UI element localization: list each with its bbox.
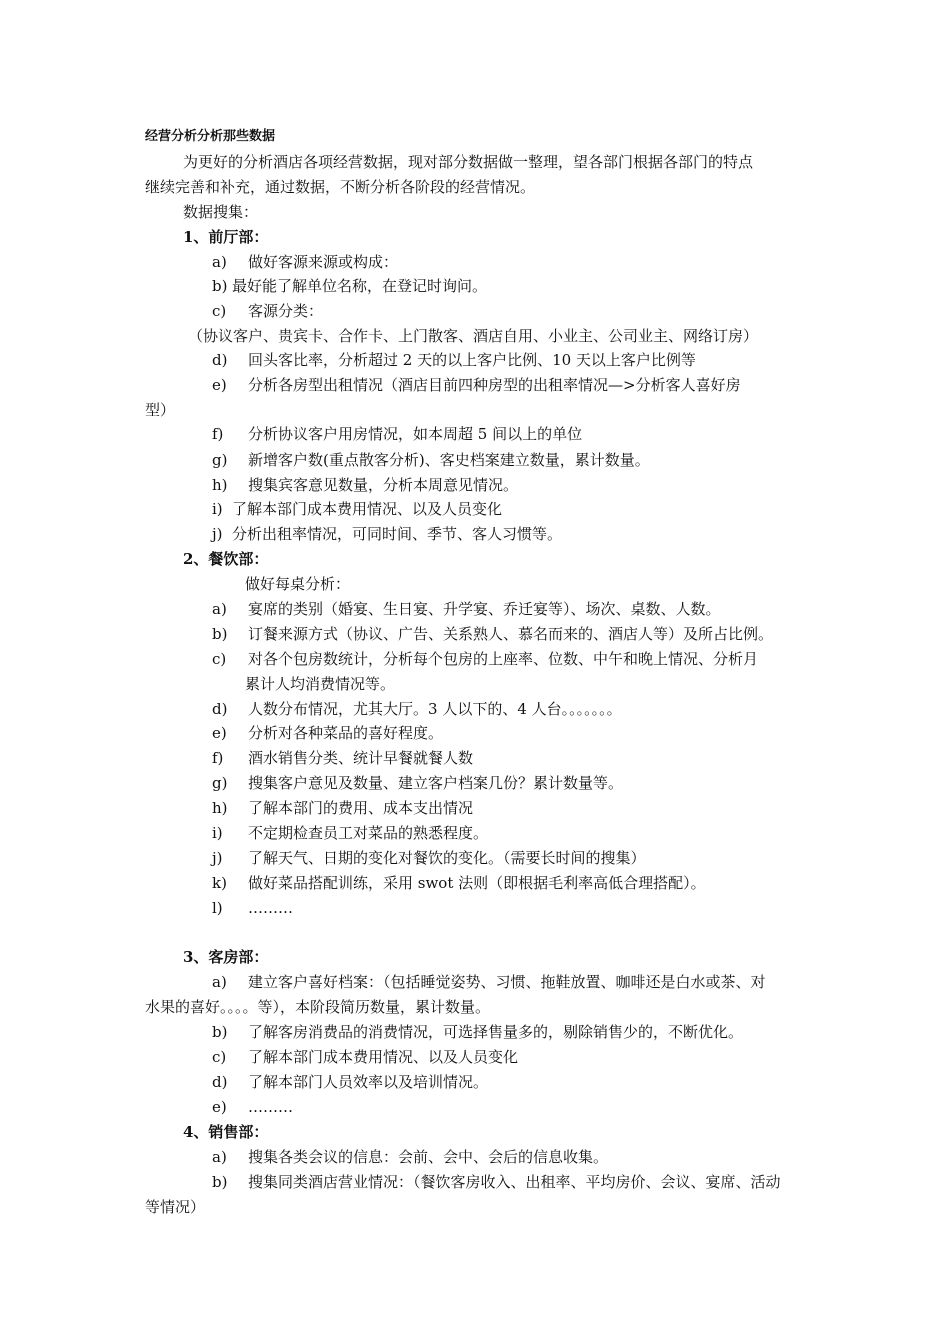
list-item: a) 宴席的类别（婚宴、生日宴、升学宴、乔迁宴等）、场次、桌数、人数。 — [212, 600, 721, 618]
list-item: e) 分析各房型出租情况（酒店目前四种房型的出租率情况—>分析客人喜好房 — [212, 376, 741, 394]
list-item: i) 了解本部门成本费用情况、以及人员变化 — [212, 500, 503, 518]
source-categories: （协议客户、贵宾卡、合作卡、上门散客、酒店自用、小业主、公司业主、网络订房） — [188, 327, 759, 345]
list-item: g) 搜集客户意见及数量、建立客户档案几份？累计数量等。 — [212, 774, 624, 792]
list-item: d) 回头客比率，分析超过 2 天的以上客户比例、10 天以上客户比例等 — [212, 351, 696, 369]
list-item: h) 搜集宾客意见数量，分析本周意见情况。 — [212, 476, 519, 494]
subheading: 做好每桌分析： — [245, 575, 351, 593]
list-item: e) 分析对各种菜品的喜好程度。 — [212, 724, 444, 742]
list-item: b) 最好能了解单位名称，在登记时询问。 — [212, 277, 488, 295]
list-item: c) 客源分类： — [212, 302, 324, 320]
list-item: a) 做好客源来源或构成： — [212, 253, 399, 271]
collect-label: 数据搜集： — [183, 203, 259, 221]
list-item: f) 分析协议客户用房情况，如本周超 5 间以上的单位 — [212, 425, 583, 443]
list-item: l) ……… — [212, 899, 293, 917]
intro-line-1: 为更好的分析酒店各项经营数据，现对部分数据做一整理，望各部门根据各部门的特点 — [183, 153, 754, 171]
section-heading-front-desk: 1、前厅部： — [183, 228, 269, 246]
list-item: b) 了解客房消费品的消费情况，可选择售量多的，剔除销售少的，不断优化。 — [212, 1023, 744, 1041]
section-heading-sales: 4、销售部： — [183, 1123, 269, 1141]
list-item-continuation: 型） — [145, 401, 176, 419]
list-item: d) 了解本部门人员效率以及培训情况。 — [212, 1073, 489, 1091]
list-item: i) 不定期检查员工对菜品的熟悉程度。 — [212, 824, 489, 842]
list-item: j) 了解天气、日期的变化对餐饮的变化。（需要长时间的搜集） — [212, 849, 646, 867]
section-heading-catering: 2、餐饮部： — [183, 550, 269, 568]
intro-line-2: 继续完善和补充，通过数据，不断分析各阶段的经营情况。 — [145, 178, 536, 196]
list-item: c) 对各个包房数统计，分析每个包房的上座率、位数、中午和晚上情况、分析月 — [212, 650, 759, 668]
list-item-continuation: 水果的喜好。。。。等），本阶段简历数量，累计数量。 — [145, 998, 491, 1016]
list-item: j) 分析出租率情况，可同时间、季节、客人习惯等。 — [212, 525, 563, 543]
list-item: b) 搜集同类酒店营业情况：（餐饮客房收入、出租率、平均房价、会议、宴席、活动 — [212, 1173, 781, 1191]
list-item: e) ……… — [212, 1098, 293, 1116]
list-item: a) 搜集各类会议的信息：会前、会中、会后的信息收集。 — [212, 1148, 609, 1166]
list-item: a) 建立客户喜好档案：（包括睡觉姿势、习惯、拖鞋放置、咖啡还是白水或茶、对 — [212, 973, 766, 991]
list-item: k) 做好菜品搭配训练，采用 swot 法则（即根据毛利率高低合理搭配）。 — [212, 874, 706, 892]
list-item: f) 酒水销售分类、统计早餐就餐人数 — [212, 749, 474, 767]
doc-title: 经营分析分析那些数据 — [145, 129, 276, 144]
list-item-continuation: 累计人均消费情况等。 — [245, 675, 396, 693]
list-item: b) 订餐来源方式（协议、广告、关系熟人、慕名而来的、酒店人等）及所占比例。 — [212, 625, 774, 643]
list-item: d) 人数分布情况，尤其大厅。3 人以下的、4 人台。。。。。。。 — [212, 700, 622, 718]
list-item: h) 了解本部门的费用、成本支出情况 — [212, 799, 474, 817]
list-item-continuation: 等情况） — [145, 1198, 206, 1216]
list-item: g) 新增客户数(重点散客分析)、客史档案建立数量，累计数量。 — [212, 451, 650, 469]
list-item: c) 了解本部门成本费用情况、以及人员变化 — [212, 1048, 519, 1066]
section-heading-housekeeping: 3、客房部： — [183, 948, 269, 966]
